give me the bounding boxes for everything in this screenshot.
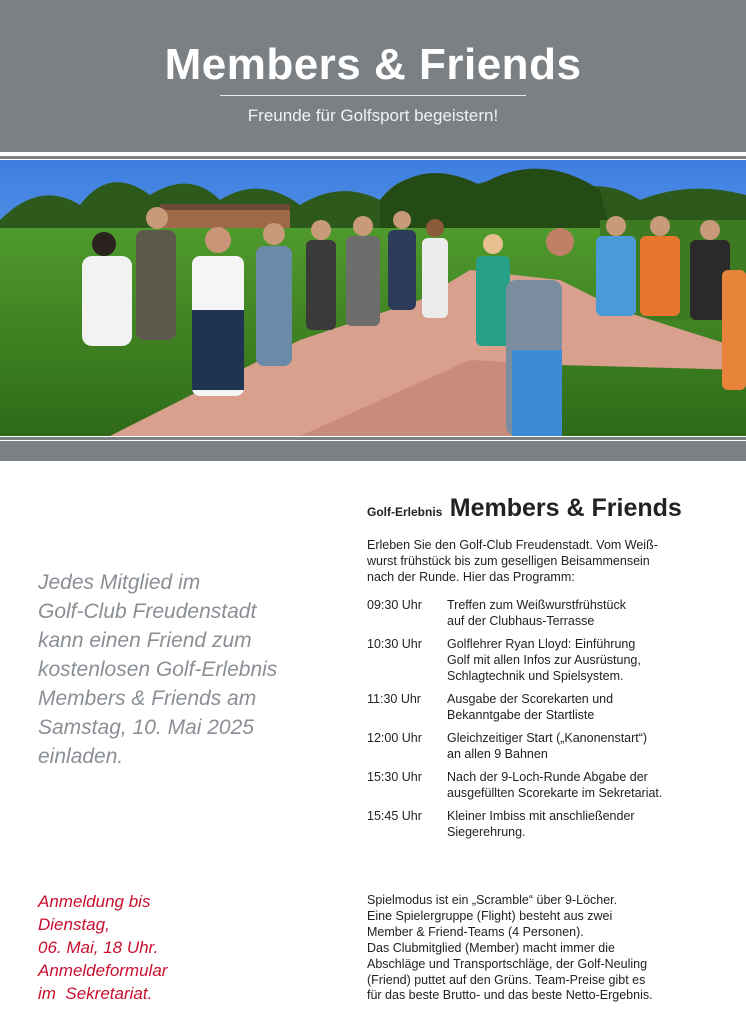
- group-photo: [0, 160, 746, 436]
- schedule-time: 10:30 Uhr: [367, 637, 422, 651]
- schedule-line: Ausgabe der Scorekarten und: [447, 692, 614, 706]
- page-subtitle: Freunde für Golfsport begeistern!: [247, 106, 499, 125]
- intro-line: Erleben Sie den Golf-Club Freudenstadt. Vom Weiß-: [367, 538, 658, 552]
- signup-line: im Sekretariat.: [38, 984, 153, 1003]
- schedule-line: Nach der 9-Loch-Runde Abgabe der: [447, 770, 648, 784]
- header-band: [0, 0, 746, 152]
- schedule-line: Golf mit allen Infos zur Ausrüstung,: [447, 653, 641, 667]
- lead-line: Members & Friends am: [38, 687, 257, 710]
- lead-line: Samstag, 10. Mai 2025: [38, 716, 254, 739]
- intro-line: nach der Runde. Hier das Programm:: [367, 570, 575, 584]
- schedule-line: ausgefüllten Scorekarte im Sekretariat.: [447, 786, 663, 800]
- mode-line: Member & Friend-Teams (4 Personen).: [367, 924, 584, 939]
- game-mode-text: [367, 893, 727, 1004]
- article-column: [367, 494, 727, 847]
- schedule-line: Treffen zum Weißwurstfrühstück: [447, 598, 626, 612]
- schedule-row: [367, 597, 727, 629]
- lead-line: kann einen Friend zum: [38, 629, 252, 652]
- title-divider: [220, 95, 526, 96]
- schedule-row: [367, 691, 727, 723]
- signup-line: Dienstag,: [38, 915, 110, 934]
- mode-line: (Friend) puttet auf den Grüns. Team-Preise gibt es: [367, 972, 646, 987]
- schedule-description: [447, 691, 613, 723]
- schedule-line: Siegerehrung.: [447, 825, 526, 839]
- schedule-description: [447, 636, 641, 684]
- page-title: Members & Friends: [164, 40, 582, 89]
- schedule-line: Schlagtechnik und Spielsystem.: [447, 669, 624, 683]
- lead-line: kostenlosen Golf-Erlebnis: [38, 658, 278, 681]
- photo-footer-band: [0, 441, 746, 461]
- signup-line: Anmeldeformular: [38, 961, 168, 980]
- schedule-line: auf der Clubhaus-Terrasse: [447, 614, 595, 628]
- lead-line: Golf-Club Freudenstadt: [38, 600, 257, 623]
- mode-line: für das beste Brutto- und das beste Netto-Ergebnis.: [367, 988, 653, 1003]
- schedule-time: 11:30 Uhr: [367, 692, 421, 706]
- schedule-line: Golflehrer Ryan Lloyd: Einführung: [447, 637, 636, 651]
- schedule-description: [447, 597, 626, 629]
- intro-line: wurst frühstück bis zum geselligen Beisammensein: [367, 554, 650, 568]
- signup-line: 06. Mai, 18 Uhr.: [38, 938, 159, 957]
- schedule-description: [447, 730, 647, 762]
- article-kicker: Golf-Erlebnis: [367, 505, 443, 519]
- schedule-line: Gleichzeitiger Start („Kanonenstart“): [447, 731, 648, 745]
- schedule-row: [367, 730, 727, 762]
- schedule-line: an allen 9 Bahnen: [447, 747, 548, 761]
- signup-line: Anmeldung bis: [38, 892, 151, 911]
- mode-line: Eine Spielergruppe (Flight) besteht aus zwei: [367, 908, 613, 923]
- schedule-time: 15:30 Uhr: [367, 770, 422, 784]
- lead-line: Jedes Mitglied im: [38, 571, 201, 594]
- lead-line: einladen.: [38, 745, 124, 768]
- mode-line: Spielmodus ist ein „Scramble“ über 9-Löcher.: [367, 893, 618, 907]
- program-schedule: [367, 597, 727, 840]
- photo-stripe: [0, 437, 746, 440]
- article-heading: [367, 494, 727, 523]
- schedule-line: Bekanntgabe der Startliste: [447, 708, 595, 722]
- registration-note: [38, 890, 338, 1005]
- article-headline: Members & Friends: [449, 494, 682, 522]
- article-intro: [367, 537, 727, 585]
- schedule-description: [447, 808, 635, 840]
- invitation-lead: [38, 568, 338, 771]
- schedule-row: [367, 808, 727, 840]
- schedule-line: Kleiner Imbiss mit anschließender: [447, 809, 635, 823]
- schedule-row: [367, 636, 727, 684]
- schedule-row: [367, 769, 727, 801]
- mode-line: Das Clubmitglied (Member) macht immer die: [367, 940, 615, 955]
- header-stripe: [0, 156, 746, 159]
- mode-line: Abschläge und Transportschläge, der Golf-Neuling: [367, 956, 648, 971]
- schedule-time: 12:00 Uhr: [367, 731, 422, 745]
- schedule-time: 09:30 Uhr: [367, 598, 422, 612]
- schedule-time: 15:45 Uhr: [367, 809, 422, 823]
- schedule-description: [447, 769, 662, 801]
